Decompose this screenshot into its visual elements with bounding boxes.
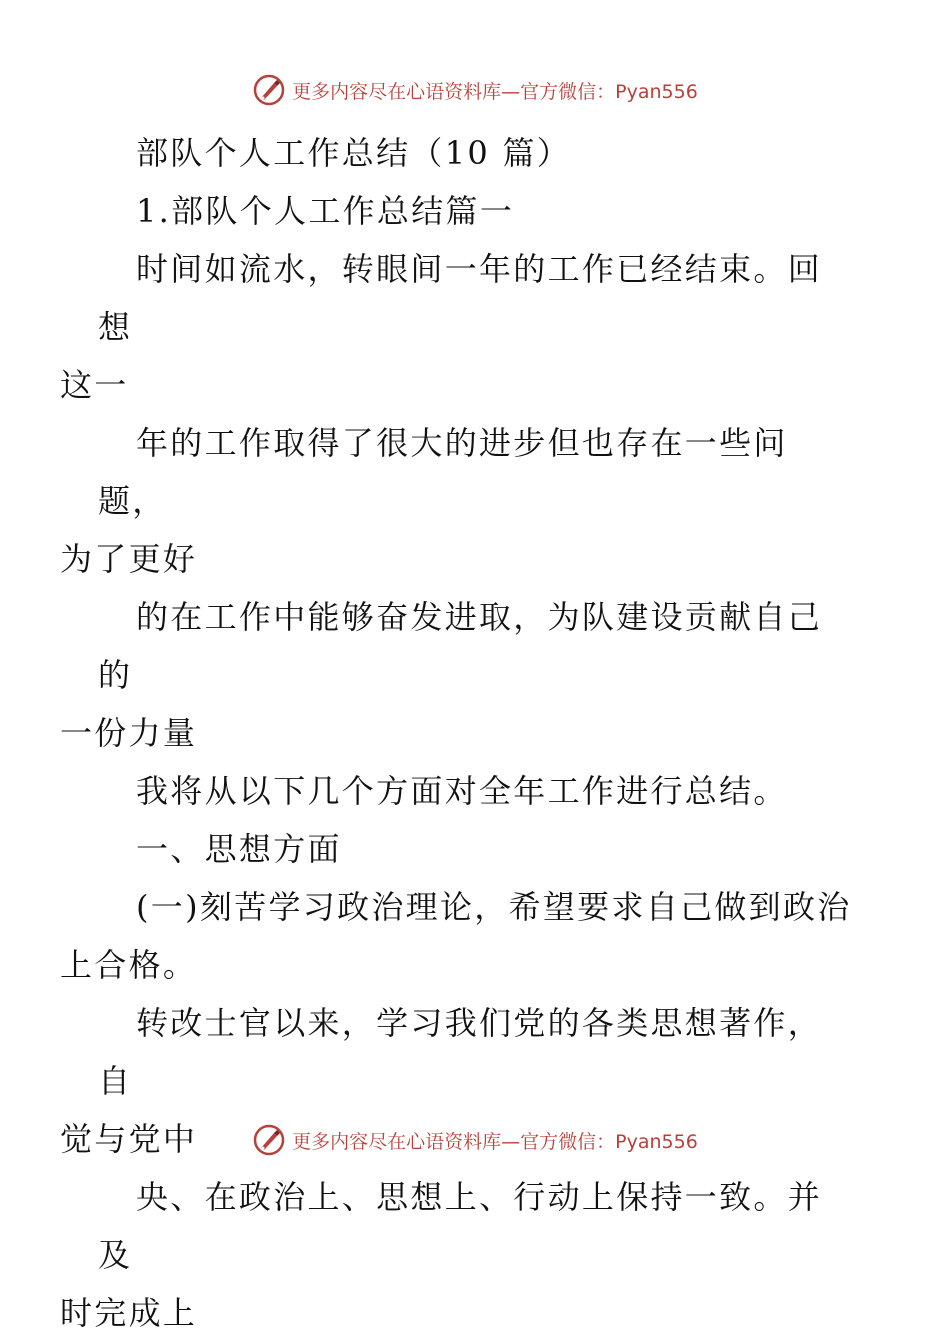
subsection-heading: 一、思想方面 (136, 830, 342, 868)
paragraph: 转改士官以来，学习我们党的各类思想著作，自 觉与党中 (60, 1004, 823, 1158)
paragraph: 我将从以下几个方面对全年工作进行总结。 (136, 772, 788, 810)
paragraph: 年的工作取得了很大的进步但也存在一些问题， 为了更好 (60, 424, 788, 578)
document-title: 部队个人工作总结（10 篇） (136, 134, 572, 172)
pen-logo-icon (252, 73, 286, 107)
header-banner (0, 70, 950, 110)
banner-text: 更多内容尽在心语资料库—官方微信：Pyan556 (292, 80, 698, 103)
section-heading: 1.部队个人工作总结篇一 (136, 192, 515, 230)
footer-banner (0, 1120, 950, 1160)
paragraph: 时间如流水，转眼间一年的工作已经结束。回想 这一 (60, 250, 823, 404)
paragraph: 的在工作中能够奋发进取，为队建设贡献自己的 一份力量 (60, 598, 823, 752)
paragraph: (一)刻苦学习政治理论，希望要求自己做到政治 上合格。 (60, 888, 852, 984)
pen-logo-icon (252, 1123, 286, 1157)
paragraph: 央、在政治上、思想上、行动上保持一致。并及 时完成上 (60, 1178, 823, 1332)
banner-text: 更多内容尽在心语资料库—官方微信：Pyan556 (292, 1130, 698, 1153)
